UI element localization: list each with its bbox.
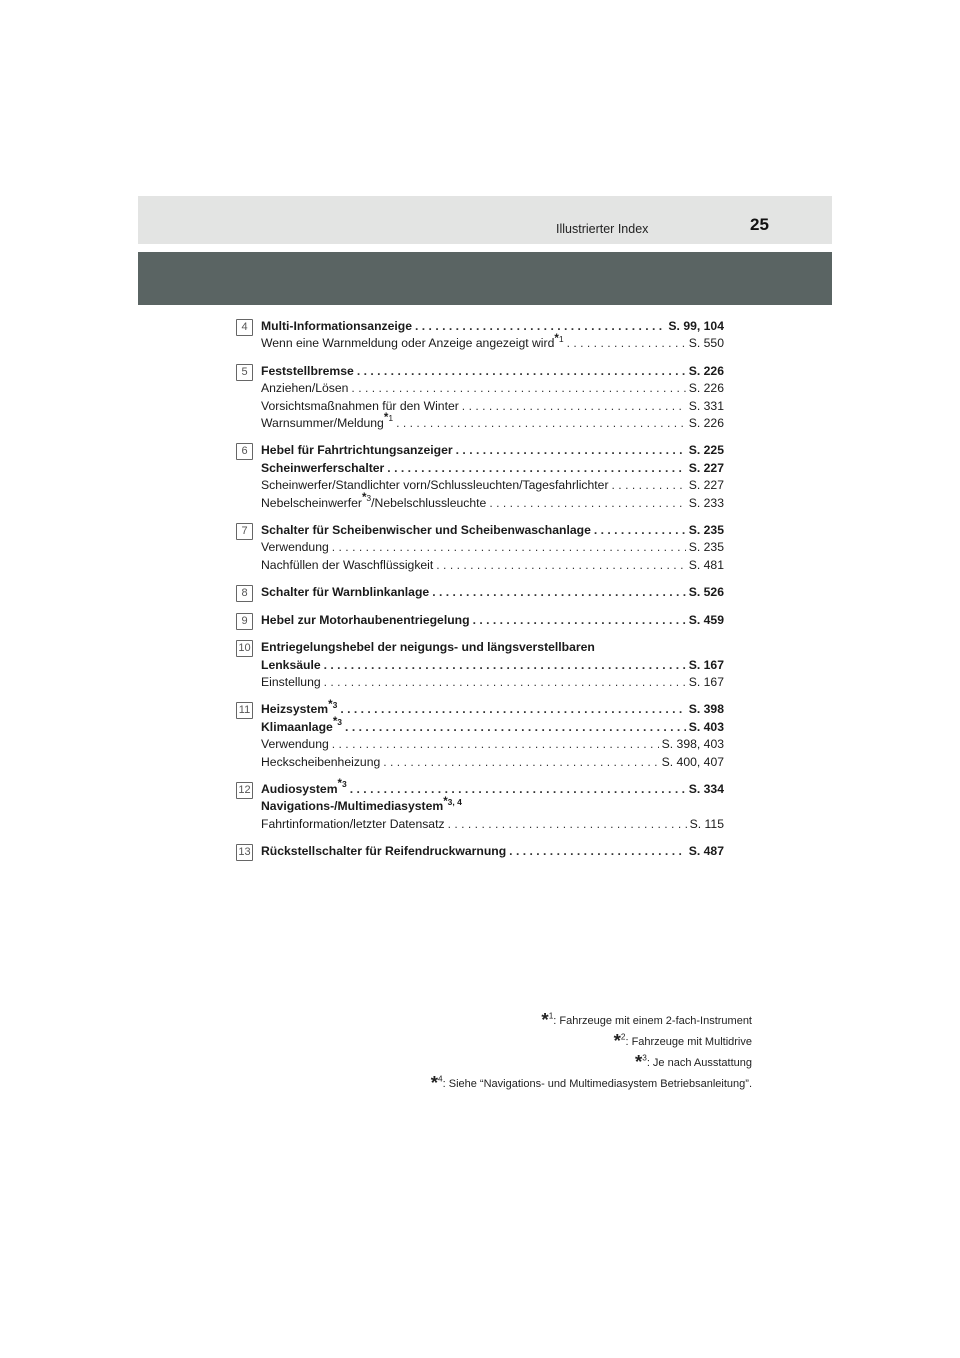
entry-line: [261, 332, 724, 352]
dot-leader: [436, 557, 685, 574]
entry-line: [261, 557, 724, 574]
entry-line: [261, 843, 724, 860]
entry-number-badge: 8: [236, 585, 253, 602]
asterisk-icon: *: [383, 412, 389, 425]
index-entry: [236, 522, 724, 574]
entry-text: [261, 612, 470, 629]
entry-label: Verwendung: [261, 737, 329, 752]
section-title: Illustrierter Index: [556, 222, 649, 236]
entry-line: [261, 318, 724, 335]
footnote-ref-number: 3: [337, 717, 343, 728]
page-reference[interactable]: S. 167: [688, 674, 724, 689]
entry-text: [261, 639, 595, 656]
dot-leader: [345, 719, 686, 736]
footnote-ref: [362, 493, 371, 503]
entry-text: [261, 657, 321, 674]
page-reference[interactable]: S. 226: [688, 416, 724, 431]
page-reference[interactable]: S. 227: [688, 460, 724, 475]
index-entry: [236, 442, 724, 512]
footnote-ref: [338, 779, 347, 789]
index-entry: [236, 843, 724, 860]
footnote: [431, 1052, 752, 1073]
entry-line: [261, 736, 724, 753]
entry-number-badge: 10: [236, 640, 253, 657]
dot-leader: [332, 539, 686, 556]
footnote-ref-number: 3, 4: [447, 796, 462, 807]
entry-label: Heizsystem: [261, 702, 329, 717]
footnote-number: 1: [548, 1011, 554, 1021]
entry-text: [261, 492, 487, 512]
entry-label: Navigations-/Multimediasystem: [261, 799, 444, 814]
asterisk-icon: *: [554, 332, 559, 345]
entry-number-badge: 5: [236, 364, 253, 381]
index-entry: [236, 318, 724, 353]
entry-line: [261, 698, 724, 718]
asterisk-icon: *: [328, 698, 333, 711]
entry-line: [261, 398, 724, 415]
asterisk-icon: *: [332, 716, 338, 729]
dot-leader: [396, 415, 686, 432]
index-entry: [236, 778, 724, 833]
footnote-ref: [333, 717, 342, 727]
footnote-ref: [443, 797, 462, 807]
entry-line: [261, 778, 724, 798]
entry-line: [261, 657, 724, 674]
index-entry: [236, 584, 724, 601]
entry-line: [261, 412, 724, 432]
entry-line: [261, 442, 724, 459]
entry-label: Hebel für Fahrtrichtungsanzeiger: [261, 443, 453, 458]
entry-text: [261, 318, 412, 335]
dot-leader: [340, 701, 685, 718]
entry-label: Hebel zur Motorhaubenentriegelung: [261, 612, 470, 627]
entry-label: Fahrtinformation/letzter Datensatz: [261, 816, 445, 831]
entry-label: Wenn eine Warnmeldung oder Anzeige angezeigt wird: [261, 336, 555, 351]
dot-leader: [473, 612, 686, 629]
footnote-number: 4: [438, 1074, 443, 1084]
entry-label: Schalter für Warnblinkanlage: [261, 585, 430, 600]
entry-line: [261, 522, 724, 539]
page-reference[interactable]: S. 235: [688, 540, 724, 555]
chapter-band: [138, 252, 832, 305]
entry-label: Warnsummer/Meldung: [261, 416, 384, 431]
page-reference[interactable]: S. 403: [688, 719, 724, 734]
entry-label: Entriegelungshebel der neigungs- und längsverstellbaren: [261, 640, 595, 655]
page-reference[interactable]: S. 227: [688, 478, 724, 493]
entry-text: [261, 736, 329, 753]
entry-text: [261, 380, 348, 397]
page-reference[interactable]: S. 398: [688, 702, 724, 717]
dot-leader: [324, 657, 686, 674]
entry-label: Scheinwerfer/Standlichter vorn/Schlussleuchten/Tagesfahrlichter: [261, 478, 609, 493]
asterisk-icon: *: [337, 778, 343, 791]
entry-line: [261, 363, 724, 380]
entry-text: [261, 363, 354, 380]
page-reference[interactable]: S. 167: [688, 657, 724, 672]
entry-line: [261, 754, 724, 771]
asterisk-icon: *: [613, 1030, 621, 1051]
page-number: 25: [750, 215, 769, 234]
dot-leader: [387, 460, 685, 477]
entry-label: Heckscheibenheizung: [261, 754, 381, 769]
index-entries: [236, 318, 724, 871]
entry-text: [261, 778, 347, 798]
entry-label-suffix: /Nebelschlussleuchte: [371, 495, 487, 510]
entry-line: [261, 584, 724, 601]
entry-number-badge: 13: [236, 844, 253, 861]
page-reference[interactable]: S. 526: [688, 585, 724, 600]
entry-number-badge: 6: [236, 443, 253, 460]
entry-text: [261, 539, 329, 556]
footnote-ref: [554, 334, 563, 344]
page-reference[interactable]: S. 398, 403: [661, 737, 724, 752]
entry-line: [261, 492, 724, 512]
entry-text: [261, 584, 429, 601]
index-entry: [236, 698, 724, 771]
entry-label: Schalter für Scheibenwischer und Scheibenwaschanlage: [261, 523, 591, 538]
asterisk-icon: *: [634, 1051, 643, 1072]
footnote-number: 3: [642, 1053, 647, 1063]
dot-leader: [357, 363, 686, 380]
asterisk-icon: *: [541, 1009, 549, 1030]
footnote-ref: [384, 413, 393, 423]
page-reference[interactable]: S. 235: [688, 523, 724, 538]
page-reference[interactable]: S. 226: [688, 363, 724, 378]
entry-line: [261, 795, 724, 815]
footnote: [431, 1073, 752, 1094]
asterisk-icon: *: [443, 795, 448, 808]
asterisk-icon: *: [361, 492, 367, 505]
entry-text: [261, 398, 459, 415]
entry-text: [261, 754, 380, 771]
entry-line: [261, 674, 724, 691]
entry-line: [261, 380, 724, 397]
entry-line: [261, 477, 724, 494]
dot-leader: [351, 380, 685, 397]
footnote-ref-number: 1: [558, 333, 564, 344]
dot-leader: [448, 816, 687, 833]
entry-text: [261, 816, 445, 833]
footnote-number: 2: [620, 1032, 626, 1042]
entry-line: [261, 816, 724, 833]
entry-text: [261, 698, 338, 718]
entry-label: Feststellbremse: [261, 363, 354, 378]
entry-label: Verwendung: [261, 540, 329, 555]
entry-label: Einstellung: [261, 674, 321, 689]
dot-leader: [489, 495, 685, 512]
footnote-ref-number: 3: [332, 699, 338, 710]
entry-text: [261, 412, 394, 432]
dot-leader: [462, 398, 686, 415]
footnote: [431, 1010, 752, 1031]
dot-leader: [415, 318, 665, 335]
entry-label: Nebelscheinwerfer: [261, 495, 362, 510]
entry-label: Multi-Informationsanzeige: [261, 319, 412, 333]
entry-number-badge: 4: [236, 319, 253, 336]
entry-label: Nachfüllen der Waschflüssigkeit: [261, 557, 434, 572]
entry-text: [261, 477, 609, 494]
page-reference[interactable]: S. 550: [688, 336, 724, 351]
index-entry: [236, 639, 724, 691]
footnotes: [431, 1010, 752, 1094]
entry-number-badge: 11: [236, 702, 253, 719]
page-reference[interactable]: S. 331: [688, 398, 724, 413]
dot-leader: [456, 442, 686, 459]
index-entry: [236, 612, 724, 629]
entry-label: Rückstellschalter für Reifendruckwarnung: [261, 844, 507, 859]
dot-leader: [332, 736, 659, 753]
page-reference[interactable]: S. 226: [688, 381, 724, 396]
footnote-ref: [328, 700, 337, 710]
entry-number-badge: 7: [236, 523, 253, 540]
entry-label: Audiosystem: [261, 781, 338, 796]
footnote-ref-number: 3: [342, 779, 347, 790]
entry-text: [261, 442, 453, 459]
dot-leader: [383, 754, 658, 771]
page-reference[interactable]: S. 400, 407: [661, 754, 724, 769]
entry-text: [261, 795, 462, 815]
entry-text: [261, 522, 591, 539]
entry-text: [261, 557, 433, 574]
dot-leader: [567, 335, 686, 352]
entry-label: Anziehen/Lösen: [261, 381, 349, 396]
dot-leader: [324, 674, 686, 691]
entry-text: [261, 716, 343, 736]
page-reference[interactable]: S. 233: [688, 495, 724, 510]
entry-label: Vorsichtsmaßnahmen für den Winter: [261, 398, 459, 413]
page-reference[interactable]: S. 334: [688, 781, 724, 796]
footnote-text: : Siehe “Navigations- und Multimediasystem Betriebsanleitung”.: [442, 1078, 752, 1090]
page-reference[interactable]: S. 99, 104: [668, 319, 724, 333]
entry-line: [261, 539, 724, 556]
entry-text: [261, 843, 506, 860]
entry-text: [261, 460, 384, 477]
entry-line: [261, 639, 724, 656]
page-reference[interactable]: S. 481: [688, 557, 724, 572]
entry-text: [261, 332, 564, 352]
asterisk-icon: *: [430, 1072, 439, 1093]
entry-line: [261, 716, 724, 736]
page-reference[interactable]: S. 225: [688, 443, 724, 458]
dot-leader: [350, 781, 686, 798]
page-reference[interactable]: S. 459: [688, 612, 724, 627]
page-reference[interactable]: S. 487: [688, 844, 724, 859]
entry-number-badge: 9: [236, 613, 253, 630]
footnote-ref-number: 3: [366, 493, 372, 504]
entry-label: Scheinwerferschalter: [261, 460, 385, 475]
entry-label: Lenksäule: [261, 657, 321, 672]
entry-line: [261, 460, 724, 477]
footnote: [431, 1031, 752, 1052]
footnote-ref-number: 1: [388, 413, 394, 424]
entry-number-badge: 12: [236, 782, 253, 799]
entry-text: [261, 674, 321, 691]
dot-leader: [509, 843, 686, 860]
footnote-text: : Je nach Ausstattung: [646, 1057, 752, 1069]
entry-line: [261, 612, 724, 629]
header-band: [138, 196, 832, 244]
footnote-text: : Fahrzeuge mit Multidrive: [625, 1036, 752, 1048]
dot-leader: [432, 584, 686, 601]
dot-leader: [612, 477, 686, 494]
footnote-text: : Fahrzeuge mit einem 2-fach-Instrument: [553, 1015, 752, 1027]
entry-label: Klimaanlage: [261, 719, 333, 734]
page-reference[interactable]: S. 115: [689, 816, 724, 831]
dot-leader: [594, 522, 686, 539]
index-entry: [236, 363, 724, 433]
